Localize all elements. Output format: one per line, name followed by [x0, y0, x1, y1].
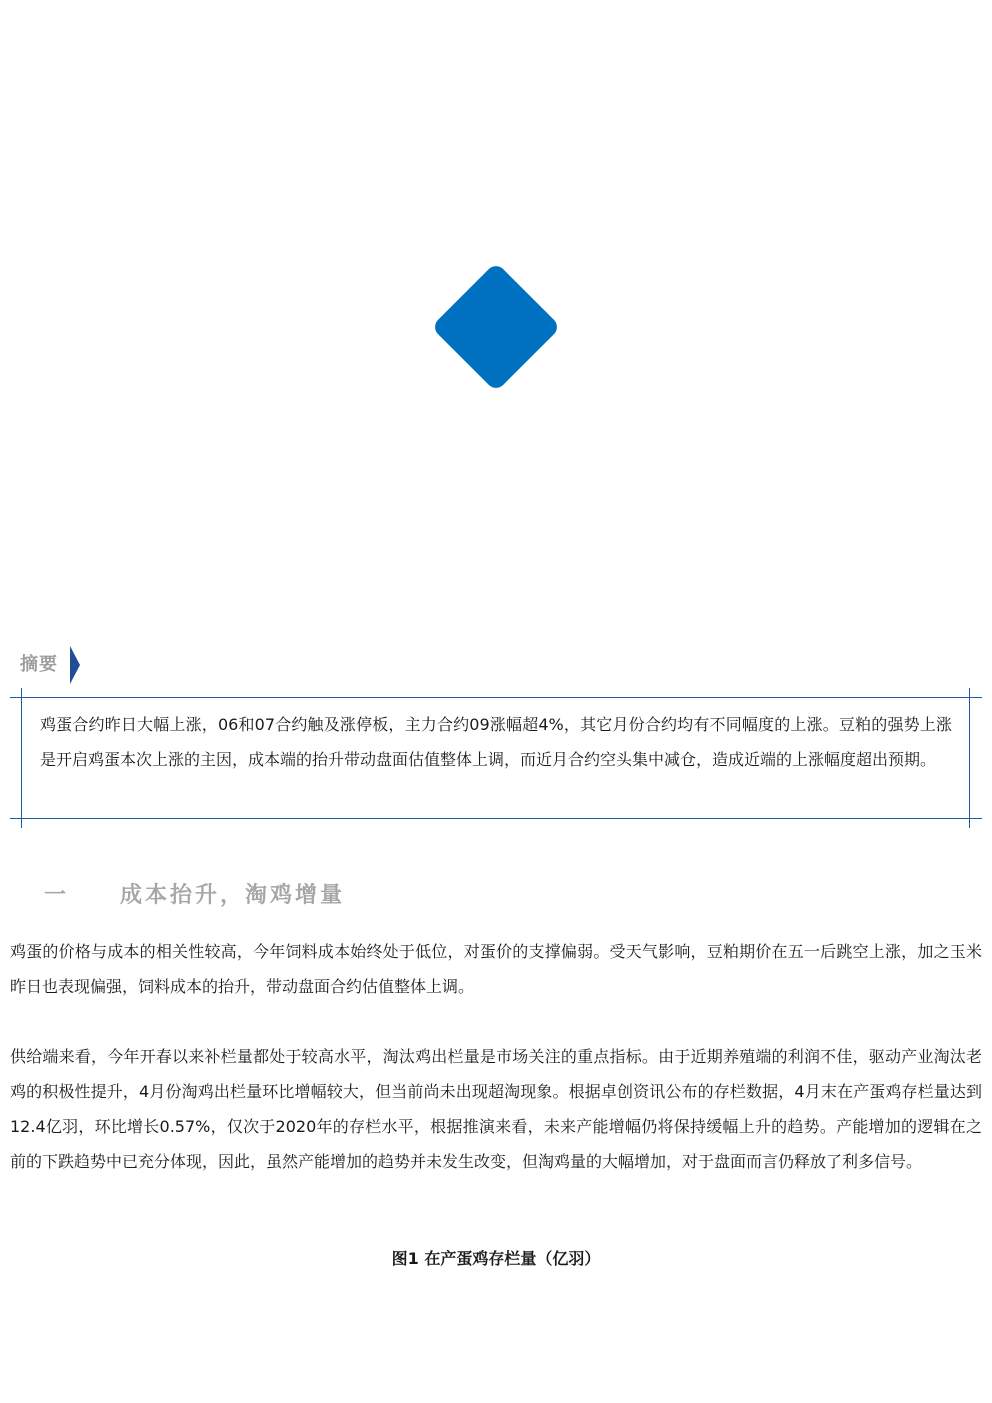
abstract-bottom-rule — [10, 818, 982, 819]
section-title: 成本抬升，淘鸡增量 — [120, 883, 346, 908]
body-paragraph: 供给端来看，今年开春以来补栏量都处于较高水平，淘汰鸡出栏量是市场关注的重点指标。由于近期养殖端的利润不佳，驱动产业淘汰老鸡的积极性提升，4月份淘鸡出栏量环比增幅较大，但当前尚未出现超淘现象。根据卓创资讯公布的存栏数据，4月末在产蛋鸡存栏量达到12.4亿羽，环比增长0.57%，仅次于2020年的存栏水平，根据推演来看，未来产能增幅仍将保持缓幅上升的趋势。产能增加的逻辑在之前的下跌趋势中已充分体现，因此，虽然产能增加的趋势并未发生改变，但淘鸡量的大幅增加，对于盘面而言仍释放了利多信号。 — [10, 1047, 982, 1171]
label-arrow-icon — [70, 646, 82, 684]
figure-caption: 图1 在产蛋鸡存栏量（亿羽） — [391, 1249, 601, 1268]
abstract-label: 摘要 — [20, 654, 58, 675]
abstract-right-border — [969, 688, 970, 828]
section-number: 一 — [44, 883, 70, 908]
section-heading — [44, 878, 345, 909]
body-paragraph: 鸡蛋的价格与成本的相关性较高，今年饲料成本始终处于低位，对蛋价的支撑偏弱。受天气影响，豆粕期价在五一后跳空上涨，加之玉米昨日也表现偏强，饲料成本的抬升，带动盘面合约估值整体上调。 — [10, 942, 982, 996]
abstract-top-rule — [10, 697, 982, 698]
abstract-text: 鸡蛋合约昨日大幅上涨，06和07合约触及涨停板，主力合约09涨幅超4%，其它月份合约均有不同幅度的上涨。豆粕的强势上涨是开启鸡蛋本次上涨的主因，成本端的抬升带动盘面估值整体上调，而近月合约空头集中减仓，造成近端的上涨幅度超出预期。 — [40, 715, 952, 769]
abstract-left-border — [21, 688, 22, 828]
blue-diamond-logo-icon — [424, 255, 568, 399]
